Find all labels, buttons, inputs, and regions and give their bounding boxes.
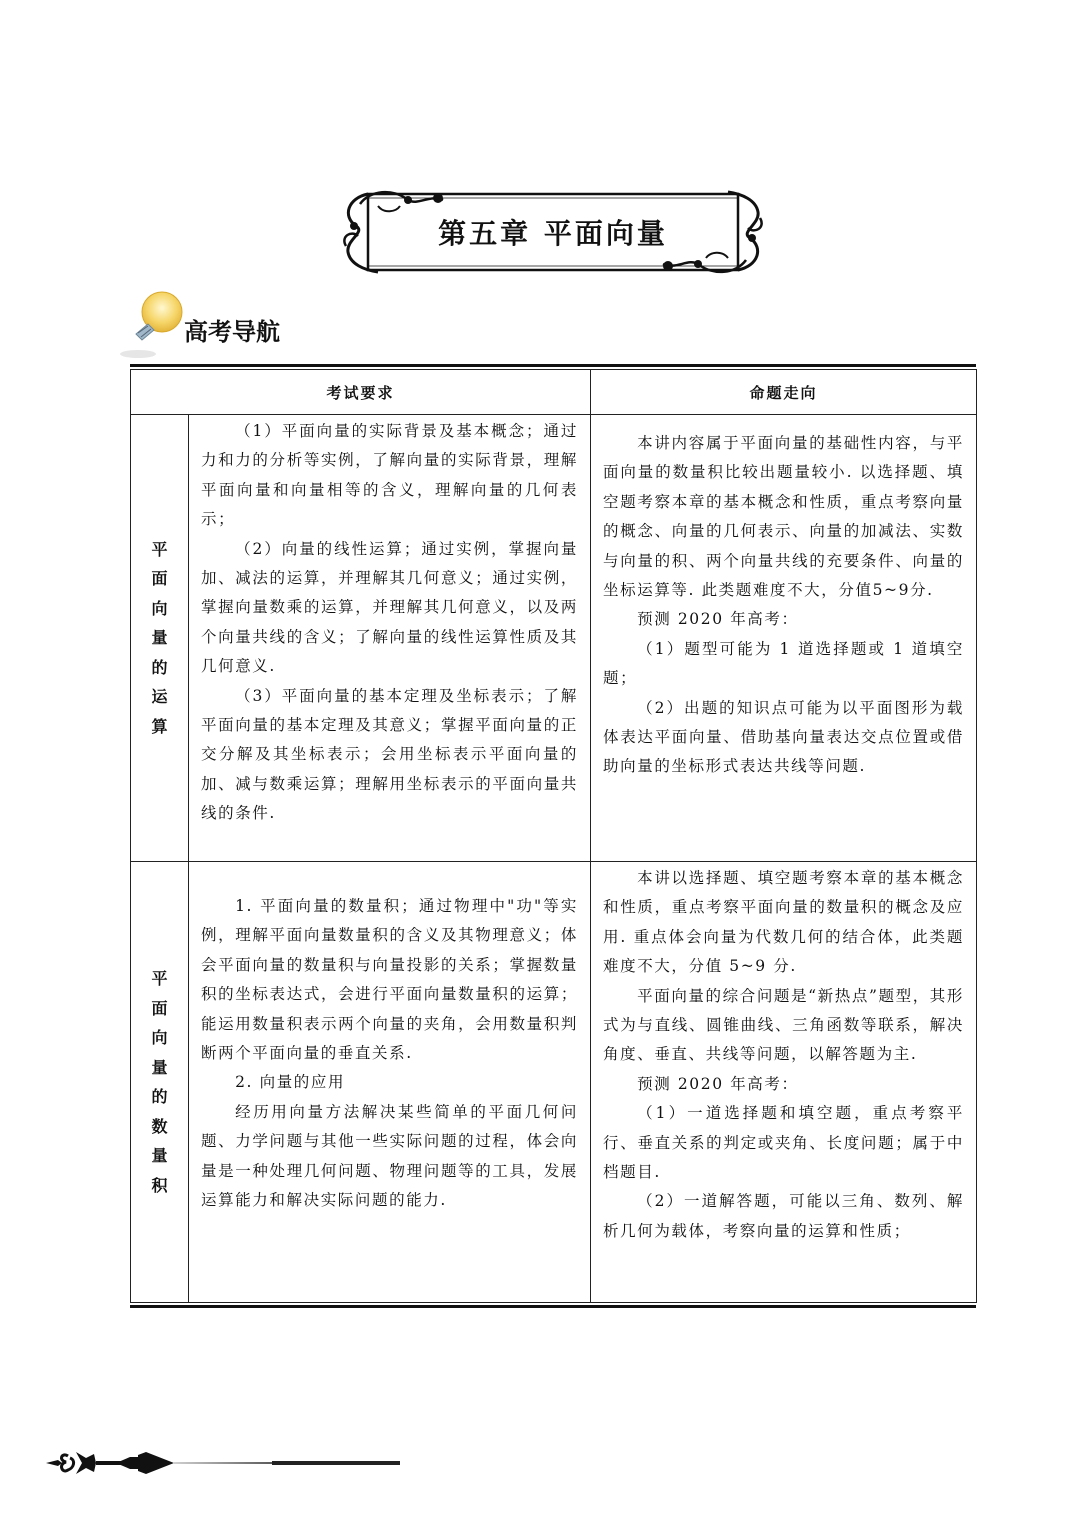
trend-item: 预测 2020 年高考： [637, 610, 799, 629]
trend-item: 本讲以选择题、填空题考察本章的基本概念和性质，重点考察平面向量的数量积的概念及应用. 重点体会向量为代数几何的结合体，此类题难度不大，分值 5~9 分. [603, 869, 965, 976]
header-trends: 命题走向 [591, 370, 977, 415]
trend-item: （2）一道解答题，可能以三角、数列、解析几何为载体，考察向量的运算和性质； [603, 1192, 965, 1240]
table-row [131, 862, 977, 1303]
trends-cell [591, 415, 977, 862]
requirement-item: 经历用向量方法解决某些简单的平面几何问题、力学问题与其他一些实际问题的过程，体会向量是一种处理几何问题、物理问题等的工具，发展运算能力和解决实际问题的能力. [201, 1102, 579, 1210]
requirements-cell [189, 862, 591, 1303]
table-top-rule [130, 364, 976, 367]
category-label: 平面向量的数量积 [151, 969, 168, 1195]
category-cell [131, 415, 189, 862]
footer-ornament [46, 1446, 406, 1484]
requirement-item: （1）平面向量的实际背景及基本概念；通过力和力的分析等实例，了解向量的实际背景，理解平面向量和向量相等的含义，理解向量的几何表示； [201, 422, 579, 529]
chapter-title: 第五章 平面向量 [438, 217, 668, 250]
trend-item: （2）出题的知识点可能为以平面图形为载体表达平面向量、借助基向量表达交点位置或借助向量的坐标形式表达共线等问题. [603, 698, 965, 776]
requirement-item: （3）平面向量的基本定理及坐标表示；了解平面向量的基本定理及其意义；掌握平面向量的正交分解及其坐标表示；会用坐标表示平面向量的加、减与数乘运算；理解用坐标表示的平面向量共线的条件. [201, 686, 579, 823]
lightbulb-icon [118, 290, 188, 360]
table-row [131, 415, 977, 862]
trends-cell [591, 862, 977, 1303]
trend-item: （1）题型可能为 1 道选择题或 1 道填空题； [603, 639, 965, 688]
trend-item: （1）一道选择题和填空题，重点考察平行、垂直关系的判定或夹角、长度问题；属于中档题目. [603, 1104, 965, 1182]
chapter-banner [338, 186, 768, 278]
exam-guide-table [130, 364, 976, 1308]
category-cell [131, 862, 189, 1303]
trend-item: 平面向量的综合问题是“新热点”题型，其形式为与直线、圆锥曲线、三角函数等联系，解决角度、垂直、共线等问题，以解答题为主. [603, 986, 965, 1064]
table-bottom-rule [130, 1305, 976, 1308]
requirement-item: 2. 向量的应用 [235, 1073, 346, 1092]
section-title: 高考导航 [184, 318, 280, 346]
footer-ornament-icon [46, 1446, 406, 1480]
requirement-item: （2）向量的线性运算；通过实例，掌握向量加、减法的运算，并理解其几何意义；通过实例，掌握向量数乘的运算，并理解其几何意义，以及两个向量共线的含义；了解向量的线性运算性质及其几何意义. [201, 539, 579, 676]
header-requirements: 考试要求 [131, 370, 591, 415]
category-label: 平面向量的运算 [151, 539, 168, 736]
requirement-item: 1. 平面向量的数量积；通过物理中"功"等实例，理解平面向量数量积的含义及其物理意义；体会平面向量的数量积与向量投影的关系；掌握数量积的坐标表达式，会进行平面向量数量积的运算；能运用数量积表示两个向量的夹角，会用数量积判断两个平面向量的垂直关系. [201, 897, 579, 1063]
requirements-cell [189, 415, 591, 862]
trend-item: 本讲内容属于平面向量的基础性内容，与平面向量的数量积比较出题量较小. 以选择题、填空题考察本章的基本概念和性质，重点考察向量的概念、向量的几何表示、向量的加减法、实数与向量的积、两个向量共线的充要条件、向量的坐标运算等. 此类题难度不大，分值5~9分. [603, 434, 965, 600]
trend-item: 预测 2020 年高考： [637, 1074, 799, 1093]
